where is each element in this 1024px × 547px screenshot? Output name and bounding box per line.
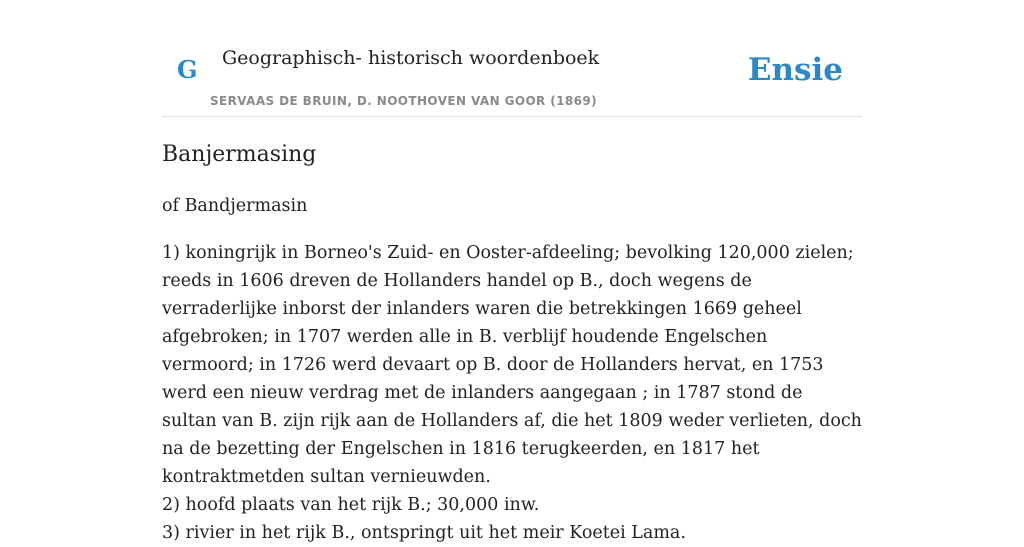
definition-item: 2) hoofd plaats van het rijk B.; 30,000 inw. [162,495,540,515]
page [162,0,862,543]
book-title[interactable]: Geographisch- historisch woordenboek [222,47,600,69]
entry-title: Banjermasing [162,142,317,167]
entry-alternate-name: of Bandjermasin [162,196,308,216]
dictionary-logo[interactable]: G [177,55,198,84]
header [162,0,862,117]
definition-item: 3) rivier in het rijk B., ontspringt uit het meir Koetei Lama. [162,523,686,543]
entry-body [162,239,862,547]
book-authors: SERVAAS DE BRUIN, D. NOOTHOVEN VAN GOOR (1869) [210,94,598,108]
definition-item: 1) koningrijk in Borneo's Zuid- en Ooster-afdeeling; bevolking 120,000 zielen; reeds in 1606 dreven de Hollanders handel op B., doch wegens de verraderlijke inborst der inlanders waren die betrekkingen 1669 geheel afgebroken; in 1707 werden alle in B. verblijf houdende Engelschen vermoord; in 1726 werd devaart op B. door de Hollanders hervat, en 1753 werd een nieuw verdrag met de inlanders aangegaan ; in 1787 stond de sultan van B. zijn rijk aan de Hollanders af, die het 1809 weder verlieten, doch na de bezetting der Engelschen in 1816 terugkeerden, en 1817 het kontraktmetden sultan vernieuwden. [162,243,862,487]
ensie-logo[interactable]: Ensie [747,52,843,88]
